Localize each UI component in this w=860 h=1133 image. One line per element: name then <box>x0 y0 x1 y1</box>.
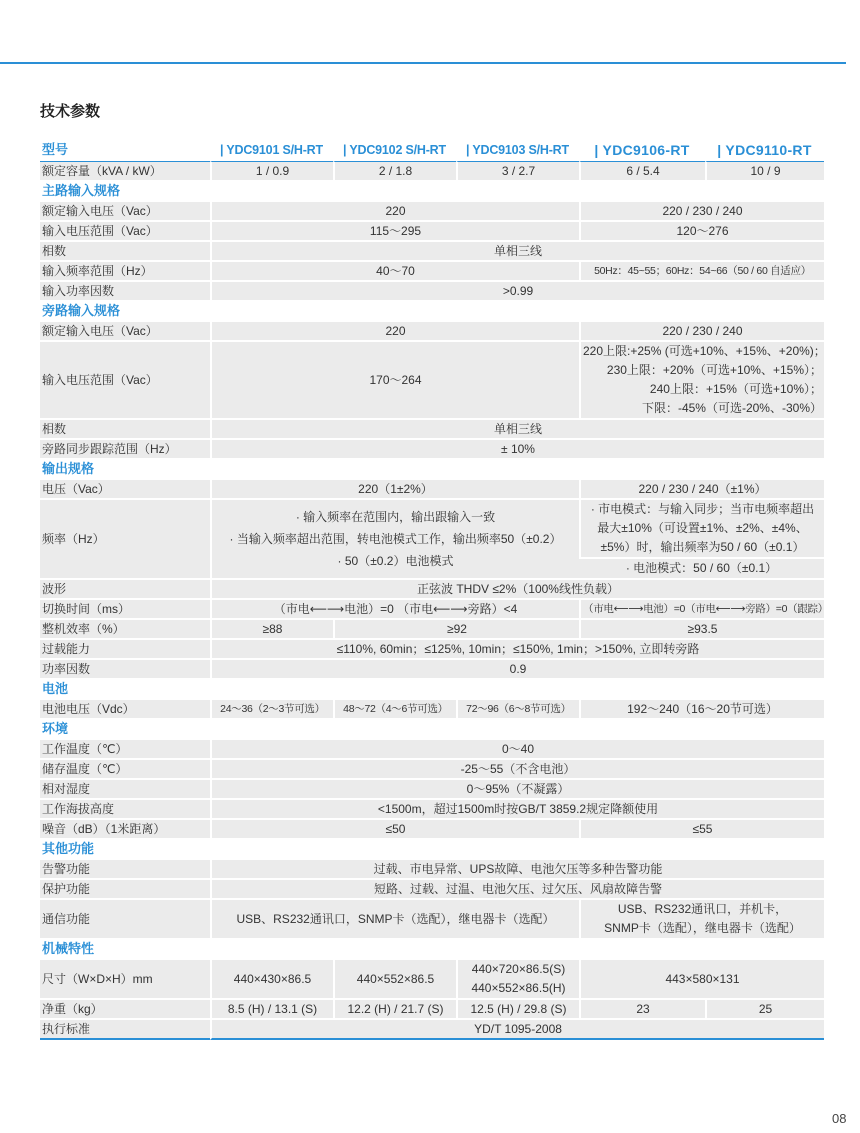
row-label: 额定输入电压（Vac） <box>40 322 210 340</box>
cell: 170～264 <box>210 342 579 418</box>
table-row <box>40 740 824 758</box>
section-title: 环境 <box>42 721 69 736</box>
section-main-input <box>40 182 824 200</box>
table-row <box>40 222 824 240</box>
top-rule <box>0 62 846 64</box>
row-label: 工作海拔高度 <box>40 800 210 818</box>
row-label: 电压（Vac） <box>40 480 210 498</box>
cell <box>456 960 579 998</box>
cell: （市电⟵⟶电池）=0 （市电⟵⟶旁路）<4 <box>210 600 579 618</box>
row-label: 切换时间（ms） <box>40 600 210 618</box>
table-row <box>40 420 824 438</box>
cell <box>210 500 579 578</box>
cell: 440×430×86.5 <box>210 960 333 998</box>
section-other <box>40 840 824 858</box>
cell: ≤55 <box>579 820 824 838</box>
cell: 0～40 <box>210 740 824 758</box>
table-row <box>40 640 824 658</box>
cell: 单相三线 <box>210 242 824 260</box>
section-environment <box>40 720 824 738</box>
table-row <box>40 820 824 838</box>
cell: ≤110%, 60min；≤125%, 10min；≤150%, 1min；>150%, 立即转旁路 <box>210 640 824 658</box>
cell: 220 <box>210 322 579 340</box>
model-ydc9106: | YDC9106-RT <box>594 142 690 158</box>
cell-line: 下限：-45%（可选-20%、-30%） <box>641 401 822 415</box>
cell: YD/T 1095-2008 <box>210 1020 824 1040</box>
cell: 50Hz：45~55；60Hz：54~66（50 / 60 自适应） <box>579 262 824 280</box>
model-ydc9103: | YDC9103 S/H-RT <box>466 143 569 157</box>
section-mechanical <box>40 940 824 958</box>
cell-line: SNMP卡（选配），继电器卡（选配） <box>604 921 801 935</box>
cell: <1500m，超过1500m时按GB/T 3859.2规定降额使用 <box>210 800 824 818</box>
cell: 短路、过载、过温、电池欠压、过欠压、风扇故障告警 <box>210 880 824 898</box>
row-label: 电池电压（Vdc） <box>40 700 210 718</box>
cell <box>579 900 824 938</box>
cell-line: 440×720×86.5(S) <box>471 962 566 976</box>
row-label: 旁路同步跟踪范围（Hz） <box>40 440 210 458</box>
cell-line: 220上限:+25% (可选+10%、+15%、+20%)； <box>583 344 826 358</box>
table-row <box>40 1000 824 1018</box>
cell: 220 / 230 / 240（±1%） <box>579 480 824 498</box>
cell: 10 / 9 <box>705 161 824 180</box>
table-row <box>40 202 824 220</box>
cell: 220（1±2%） <box>210 480 579 498</box>
cell: ≤50 <box>210 820 579 838</box>
table-row <box>40 1020 824 1040</box>
table-row <box>40 580 824 598</box>
section-title: 其他功能 <box>42 841 95 856</box>
cell: 过载、市电异常、UPS故障、电池欠压等多种告警功能 <box>210 860 824 878</box>
cell-line: USB、RS232通讯口，并机卡， <box>617 902 788 916</box>
cell-line: 240上限：+15%（可选+10%）； <box>649 382 822 396</box>
section-title: 旁路输入规格 <box>42 303 121 318</box>
row-label: 功率因数 <box>40 660 210 678</box>
table-row <box>40 242 824 260</box>
section-output <box>40 460 824 478</box>
cell: ± 10% <box>210 440 824 458</box>
cell: ≥93.5 <box>579 620 824 638</box>
section-battery <box>40 680 824 698</box>
table-row <box>40 262 824 280</box>
row-label: 储存温度（℃） <box>40 760 210 778</box>
row-label: 频率（Hz） <box>40 500 210 578</box>
cell-line: · 50（±0.2）电池模式 <box>337 554 454 568</box>
cell: 72～96（6～8节可选） <box>456 700 579 718</box>
cell: 25 <box>705 1000 824 1018</box>
cell: 8.5 (H) / 13.1 (S) <box>210 1000 333 1018</box>
cell: 3 / 2.7 <box>456 161 579 180</box>
cell-line: · 市电模式：与输入同步；当市电频率超出 <box>590 502 815 516</box>
cell-line: ±5%）时，输出频率为50 / 60（±0.1） <box>600 540 805 554</box>
section-title: 输出规格 <box>42 461 95 476</box>
table-row <box>40 960 824 998</box>
table-row <box>40 342 824 418</box>
cell: 12.5 (H) / 29.8 (S) <box>456 1000 579 1018</box>
header-label: 型号 <box>42 142 69 157</box>
cell: ≥88 <box>210 620 333 638</box>
row-label: 相对湿度 <box>40 780 210 798</box>
row-label: 执行标准 <box>40 1020 210 1040</box>
row-label: 工作温度（℃） <box>40 740 210 758</box>
table-row <box>40 900 824 938</box>
cell: ≥92 <box>333 620 579 638</box>
table-row <box>40 282 824 300</box>
table-row <box>40 620 824 638</box>
model-ydc9110: | YDC9110-RT <box>717 142 812 158</box>
cell: 正弦波 THDV ≤2%（100%线性负载） <box>210 580 824 598</box>
cell: 115～295 <box>210 222 579 240</box>
cell-line: 最大±10%（可设置±1%、±2%、±4%、 <box>597 521 808 535</box>
cell: 220 <box>210 202 579 220</box>
table-row <box>40 760 824 778</box>
cell: USB、RS232通讯口，SNMP卡（选配），继电器卡（选配） <box>210 900 579 938</box>
cell: 0～95%（不凝露） <box>210 780 824 798</box>
table-row <box>40 860 824 878</box>
cell: 12.2 (H) / 21.7 (S) <box>333 1000 456 1018</box>
page-number: 08 <box>832 1111 847 1126</box>
row-label: 尺寸（W×D×H）mm <box>40 960 210 998</box>
row-label: 输入频率范围（Hz） <box>40 262 210 280</box>
row-label: 通信功能 <box>40 900 210 938</box>
table-row <box>40 800 824 818</box>
cell: 48～72（4～6节可选） <box>333 700 456 718</box>
row-label: 输入电压范围（Vac） <box>40 222 210 240</box>
cell: 单相三线 <box>210 420 824 438</box>
table-row <box>40 660 824 678</box>
row-label: 额定输入电压（Vac） <box>40 202 210 220</box>
page-title: 技术参数 <box>40 103 101 120</box>
cell: 23 <box>579 1000 705 1018</box>
row-label: 整机效率（%） <box>40 620 210 638</box>
table-row <box>40 500 824 557</box>
cell: 2 / 1.8 <box>333 161 456 180</box>
table-row <box>40 700 824 718</box>
row-label: 保护功能 <box>40 880 210 898</box>
cell: 0.9 <box>210 660 824 678</box>
cell: 120～276 <box>579 222 824 240</box>
row-label: 额定容量（kVA / kW） <box>40 161 210 180</box>
cell: 24～36（2～3节可选） <box>210 700 333 718</box>
cell-line: · 输入频率在范围内，输出跟输入一致 <box>295 510 496 524</box>
cell: · 电池模式：50 / 60（±0.1） <box>579 559 824 578</box>
cell: 192～240（16～20节可选） <box>579 700 824 718</box>
cell: 220 / 230 / 240 <box>579 322 824 340</box>
cell: 220 / 230 / 240 <box>579 202 824 220</box>
spec-table <box>40 139 828 1042</box>
row-label: 输入功率因数 <box>40 282 210 300</box>
row-label: 输入电压范围（Vac） <box>40 342 210 418</box>
cell <box>579 342 824 418</box>
cell: 40～70 <box>210 262 579 280</box>
table-row <box>40 780 824 798</box>
table-row <box>40 440 824 458</box>
cell: 6 / 5.4 <box>579 161 705 180</box>
cell-line: 440×552×86.5(H) <box>471 981 566 995</box>
table-row <box>40 600 824 618</box>
cell: -25～55（不含电池） <box>210 760 824 778</box>
section-title: 机械特性 <box>42 941 95 956</box>
table-row <box>40 322 824 340</box>
row-label: 告警功能 <box>40 860 210 878</box>
cell: 1 / 0.9 <box>210 161 333 180</box>
cell <box>579 500 824 557</box>
row-label: 相数 <box>40 420 210 438</box>
cell: 443×580×131 <box>579 960 824 998</box>
header-row <box>40 141 824 159</box>
section-title: 主路输入规格 <box>42 183 121 198</box>
table-row <box>40 880 824 898</box>
table-row <box>40 480 824 498</box>
cell: >0.99 <box>210 282 824 300</box>
row-label: 过载能力 <box>40 640 210 658</box>
row-label: 噪音（dB）（1米距离） <box>40 820 210 838</box>
model-ydc9102: | YDC9102 S/H-RT <box>343 143 446 157</box>
row-label: 相数 <box>40 242 210 260</box>
cell: （市电⟵⟶电池）=0（市电⟵⟶旁路）=0（跟踪） <box>579 600 824 618</box>
cell: 440×552×86.5 <box>333 960 456 998</box>
row-label: 波形 <box>40 580 210 598</box>
model-ydc9101: | YDC9101 S/H-RT <box>220 143 323 157</box>
cell-line: · 当输入频率超出范围，转电池模式工作，输出频率50（±0.2） <box>229 532 562 546</box>
section-bypass <box>40 302 824 320</box>
row-label: 净重（kg） <box>40 1000 210 1018</box>
cell-line: 230上限：+20%（可选+10%、+15%）； <box>606 363 822 377</box>
table-row <box>40 161 824 180</box>
section-title: 电池 <box>42 681 69 696</box>
